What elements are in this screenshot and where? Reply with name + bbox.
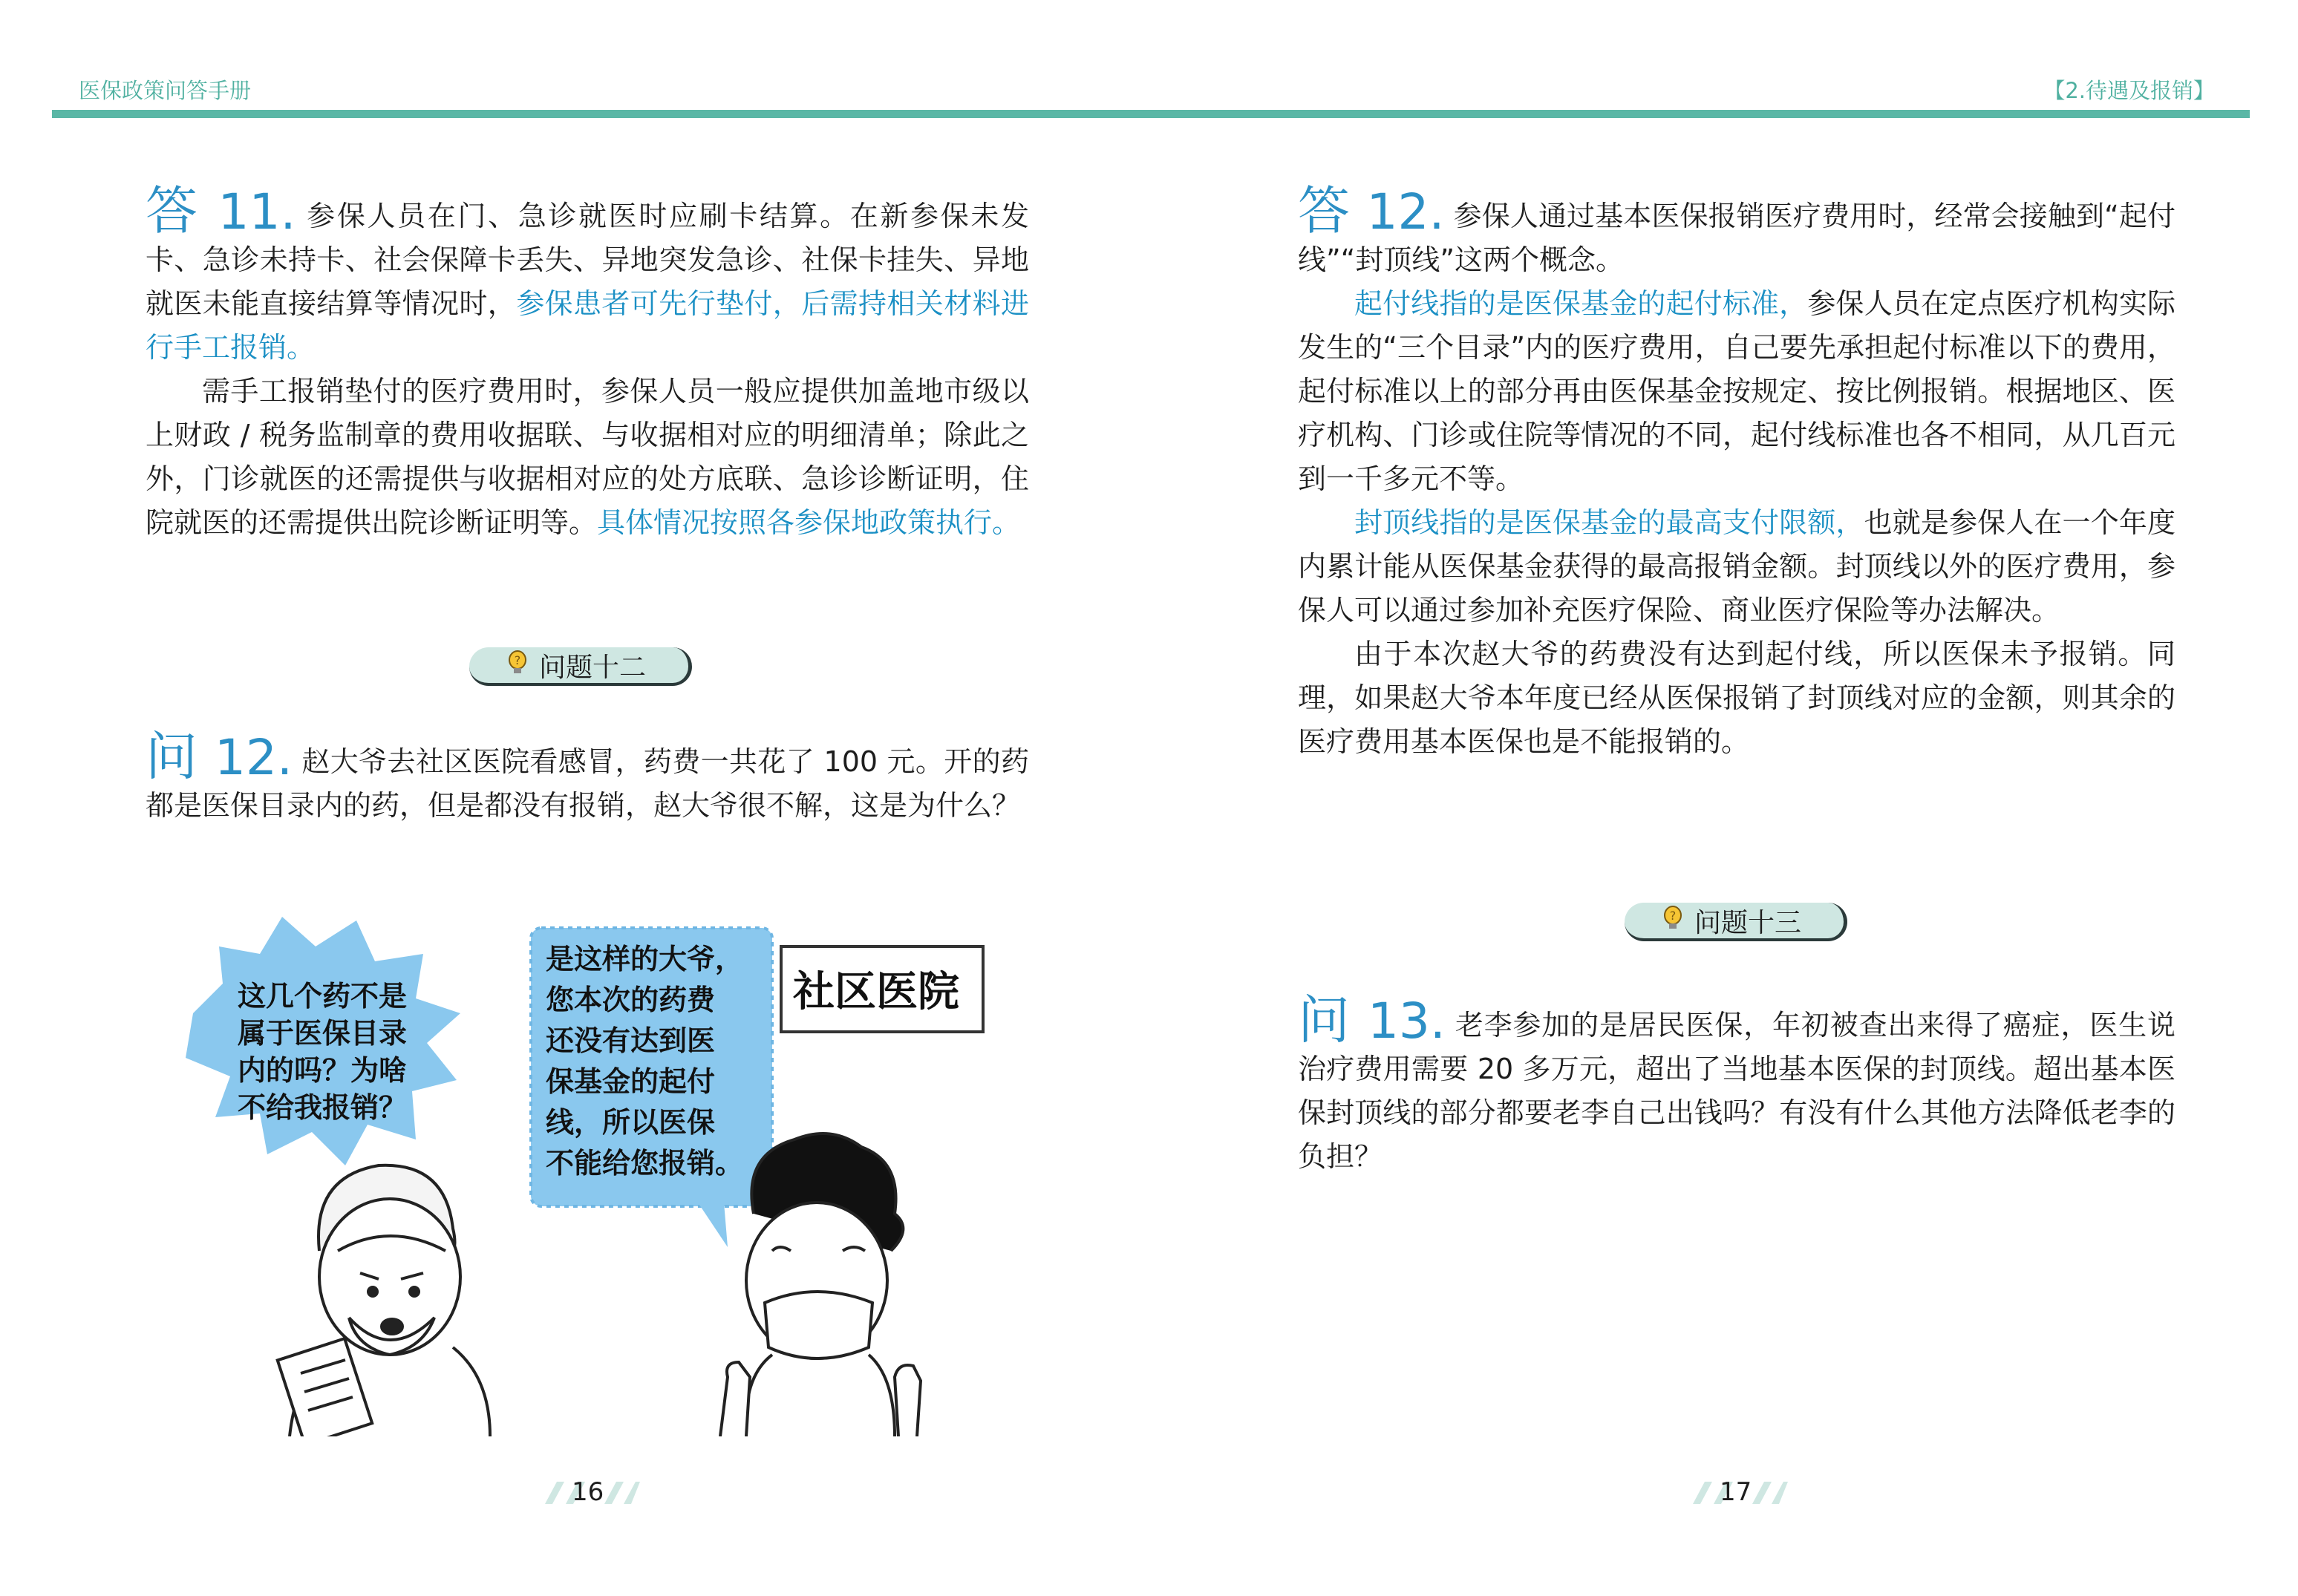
cartoon-illustration bbox=[178, 902, 995, 1436]
hospital-sign-text: 社区医院 bbox=[793, 968, 959, 1016]
answer-12-paragraph-2 bbox=[1298, 282, 2175, 501]
running-header-title: 医保政策问答手册 bbox=[79, 78, 252, 103]
question-13-pill-label: 问题十三 bbox=[1694, 907, 1802, 938]
question-13 bbox=[1298, 990, 2175, 1179]
bubble-right-line-1: 是这样的大爷， bbox=[546, 943, 744, 975]
svg-text:?: ? bbox=[1669, 909, 1677, 923]
answer-12-p2-text: 参保人员在定点医疗机构实际发生的“三个目录”内的医疗费用，自己要先承担起付标准以下的费用，起付标准以上的部分再由医保基金按规定、按比例报销。根据地区、医疗机构、门诊或住院等情况的不同，起付线标准也各不相同，从几百元到一千多元不等。 bbox=[1298, 287, 2175, 495]
svg-text:?: ? bbox=[514, 653, 521, 667]
elderly-man-figure bbox=[278, 1165, 490, 1436]
bubble-right-line-4: 保基金的起付 bbox=[546, 1065, 716, 1098]
question-12-text: 赵大爷去社区医院看感冒，药费一共花了 100 元。开的药都是医保目录内的药，但是都没有报销，赵大爷很不解，这是为什么？ bbox=[146, 745, 1029, 822]
lightbulb-icon bbox=[508, 650, 527, 676]
question-12-pill-label: 问题十二 bbox=[539, 652, 647, 683]
question-13-block bbox=[1298, 990, 2175, 1179]
answer-12 bbox=[1298, 180, 2175, 282]
answer-12-mark: 答 12. bbox=[1298, 180, 1445, 241]
answer-12-p3-text: 也就是参保人在一个年度内累计能从医保基金获得的最高报销金额。封顶线以外的医疗费用，参保人可以通过参加补充医疗保险、商业医疗保险等办法解决。 bbox=[1298, 506, 2175, 627]
answer-11-p2-text: 需手工报销垫付的医疗费用时，参保人员一般应提供加盖地市级以上财政 / 税务监制章的费用收据联、与收据相对应的明细清单；除此之外，门诊就医的还需提供与收据相对应的处方底联、急诊诊断证明，住院就医的还需提供出院诊断证明等。 bbox=[146, 375, 1029, 539]
question-13-text: 老李参加的是居民医保，年初被查出来得了癌症，医生说治疗费用需要 20 多万元，超出了当地基本医保的封顶线。超出基本医保封顶线的部分都要老李自己出钱吗？有没有什么其他方法降低老李的负担？ bbox=[1298, 1009, 2175, 1173]
bubble-right-line-6: 不能给您报销。 bbox=[546, 1147, 744, 1180]
answer-12-paragraph-3 bbox=[1298, 501, 2175, 632]
bubble-right-line-3: 还没有达到医 bbox=[546, 1024, 716, 1057]
page-number-left: 16 bbox=[572, 1477, 604, 1507]
answer-12-text: 参保人通过基本医保报销医疗费用时，经常会接触到“起付线”“封顶线”这两个概念。 bbox=[1298, 200, 2175, 276]
question-13-mark: 问 13. bbox=[1298, 990, 1446, 1050]
answer-12-p3-highlight: 封顶线指的是医保基金的最高支付限额， bbox=[1354, 506, 1864, 539]
answer-11-text: 参保人员在门、急诊就医时应刷卡结算。在新参保未发卡、急诊未持卡、社会保障卡丢失、异地突发急诊、社保卡挂失、异地就医未能直接结算等情况时， bbox=[146, 200, 1029, 320]
bubble-left-line-2: 属于医保目录 bbox=[238, 1017, 408, 1050]
question-12-mark: 问 12. bbox=[146, 726, 293, 787]
question-12 bbox=[146, 726, 1029, 828]
answer-11-paragraph-2 bbox=[146, 370, 1029, 545]
bubble-right-line-5: 线，所以医保 bbox=[546, 1106, 716, 1139]
lightbulb-icon bbox=[1663, 906, 1682, 931]
right-page-column bbox=[1298, 180, 2175, 764]
header-rule bbox=[52, 110, 2250, 118]
running-header-section: 【2.待遇及报销】 bbox=[2043, 78, 2215, 103]
answer-12-p2-highlight: 起付线指的是医保基金的起付标准， bbox=[1354, 287, 1808, 320]
answer-11-highlight: 参保患者可先行垫付，后需持相关材料进行手工报销。 bbox=[146, 287, 1029, 364]
bubble-left-line-1: 这几个药不是 bbox=[238, 980, 408, 1013]
answer-11-mark: 答 11. bbox=[146, 180, 296, 241]
answer-12-paragraph-4: 由于本次赵大爷的药费没有达到起付线，所以医保未予报销。同理，如果赵大爷本年度已经从医保报销了封顶线对应的金额，则其余的医疗费用基本医保也是不能报销的。 bbox=[1298, 638, 2175, 758]
bubble-right-line-2: 您本次的药费 bbox=[546, 984, 716, 1016]
bubble-left-line-4: 不给我报销？ bbox=[238, 1091, 408, 1124]
answer-11 bbox=[146, 180, 1029, 370]
left-page-column bbox=[146, 180, 1029, 545]
answer-11-p2-highlight: 具体情况按照各参保地政策执行。 bbox=[597, 506, 1021, 539]
page-number-right: 17 bbox=[1720, 1477, 1752, 1507]
question-12-block bbox=[146, 726, 1029, 828]
bubble-left-line-3: 内的吗？为啥 bbox=[238, 1054, 408, 1087]
